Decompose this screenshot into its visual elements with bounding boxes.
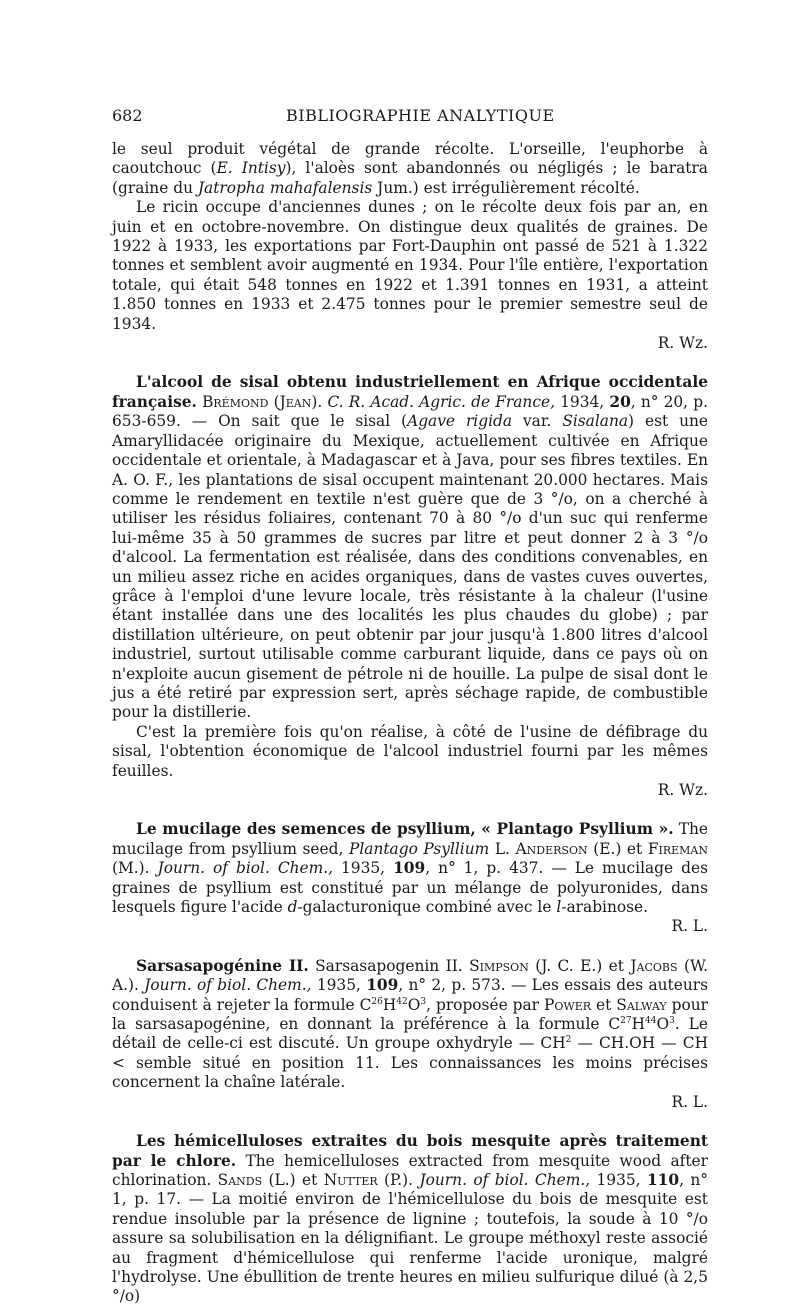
article-title: L'alcool de sisal obtenu industriellement en Afrique occidentale française. (112, 373, 708, 411)
article-psyllium: Le mucilage des semences de psyllium, « Plantago Psyllium ». The mucilage from psyllium seed, Plantago Psyllium L. Anderson (E.) et Fireman (M.). Journ. of biol. Chem., 1935, 109, n° 1, p. 437. — Le mucilage des graines de psyllium est constitué par un mélange de polyuronides, dans lesquels figure l'acide d-galacturonique combiné avec le l-arabinose. (112, 820, 708, 917)
article-sisal: L'alcool de sisal obtenu industriellement en Afrique occidentale française. Brémond (Jean). C. R. Acad. Agric. de France, 1934, 20, n° 20, p. 653-659. — On sait que le sisal (Agave rigida var. Sisalana) est une Amaryllidacée originaire du Mexique, actuellement cultivée en Afrique occidentale et orientale, à Madagascar et à Java, pour ses fibres textiles. En A. O. F., les plantations de sisal occupent maintenant 20.000 hectares. Mais comme le rendement en textile n'est guère que de 3 °/o, on a cherché à utiliser les résidus foliaires, contenant 70 à 80 °/o d'un suc qui renferme lui-même 35 à 50 grammes de sucres par litre et peut donner 2 à 3 °/o d'alcool. La fermentation est réalisée, dans des conditions convenables, en un milieu assez riche en acides organiques, dans de vastes cuves ouvertes, grâce à l'emploi d'une levure locale, très résistante à la chaleur (l'usine étant installée dans une des localités les plus chaudes du globe) ; par distillation ultérieure, on peut obtenir par jour jusqu'à 1.800 litres d'alcool industriel, surtout utilisable comme carburant liquide, dans ce pays où on n'exploite aucun gisement de pétrole ni de houille. La pulpe de sisal dont le jus a été retiré par expression sert, après séchage rapide, de combustible pour la distillerie. (112, 373, 709, 722)
signature: R. L. (671, 917, 708, 936)
article-sisal-paragraph-2: C'est la première fois qu'on réalise, à côté de l'usine de défibrage du sisal, l'obtention économique de l'alcool industriel fourni par les mêmes feuilles. (112, 722, 708, 780)
page-number: 682 (112, 106, 143, 125)
signature: R. L. (671, 1092, 708, 1111)
journal-name: C. R. Acad. Agric. de France, (327, 392, 555, 411)
page-body (112, 140, 708, 1307)
author: Brémond (Jean). (202, 392, 323, 411)
article-title: Le mucilage des semences de psyllium, « Plantago Psyllium ». (136, 820, 674, 839)
intro-paragraph-1: le seul produit végétal de grande récolte. L'orseille, l'euphorbe à caoutchouc (E. Intisy), l'aloès sont abandonnés ou négligés ; le baratra (graine du Jatropha mahafalensis Jum.) est irrégulièrement récolté. (112, 140, 708, 197)
journal-name: Journ. of biol. Chem., (157, 859, 334, 878)
article-title: Sarsasapogénine II. (136, 956, 309, 975)
article-sarsasapogenine: Sarsasapogénine II. Sarsasapogenin II. Simpson (J. C. E.) et Jacobs (W. A.). Journ. of biol. Chem., 1935, 109, n° 2, p. 573. — Les essais des auteurs conduisent à rejeter la formule $C^{26}H^{42}O^3$, proposée par Power et Salway pour la sarsasapogénine, en donnant la préférence à la formule $C^{27}H^{44}O^3$. Le détail de celle-ci est discuté. Un groupe oxhydryle — $CH^2$ — CH.OH — CH < semble situé en position 11. Les connaissances les moins précises concernent la chaîne latérale. (112, 956, 709, 1092)
signature: R. Wz. (657, 781, 708, 799)
intro-paragraph-2: Le ricin occupe d'anciennes dunes ; on le récolte deux fois par an, en juin et en octobre-novembre. On distingue deux qualités de graines. De 1922 à 1933, les exportations par Fort-Dauphin ont passé de 521 à 1.322 tonnes et semblent avoir augmenté en 1934. Pour l'île entière, l'exportation totale, qui était 548 tonnes en 1922 et 1.391 tonnes en 1931, a atteint 1.850 tonnes en 1933 et 2.475 tonnes pour le premier semestre seul de 1934. (112, 198, 708, 333)
journal-name: Journ. of biol. Chem., (419, 1170, 591, 1189)
journal-name: Journ. of biol. Chem., (144, 976, 312, 995)
article-hemicelluloses: Les hémicelluloses extraites du bois mesquite après traitement par le chlore. The hemicelluloses extracted from mesquite wood after chlorination. Sands (L.) et Nutter (P.). Journ. of biol. Chem., 1935, 110, n° 1, p. 17. — La moitié environ de l'hémicellulose du bois de mesquite est rendue insoluble par la présence de lignine ; toutefois, la soude à 10 °/o assure sa solubilisation en la délignifiant. Le groupe méthoxyl reste associé au fragment d'hémicellulose qui renferme l'acide uronique, malgré l'hydrolyse. Une ébullition de trente heures en milieu sulfurique dilué (à 2,5 °/o) (112, 1132, 708, 1306)
signature: R. Wz. (657, 334, 708, 353)
article-title: Les hémicelluloses extraites du bois mesquite après traitement par le chlore. (112, 1132, 708, 1170)
running-title: BIBLIOGRAPHIE ANALYTIQUE (286, 106, 555, 125)
